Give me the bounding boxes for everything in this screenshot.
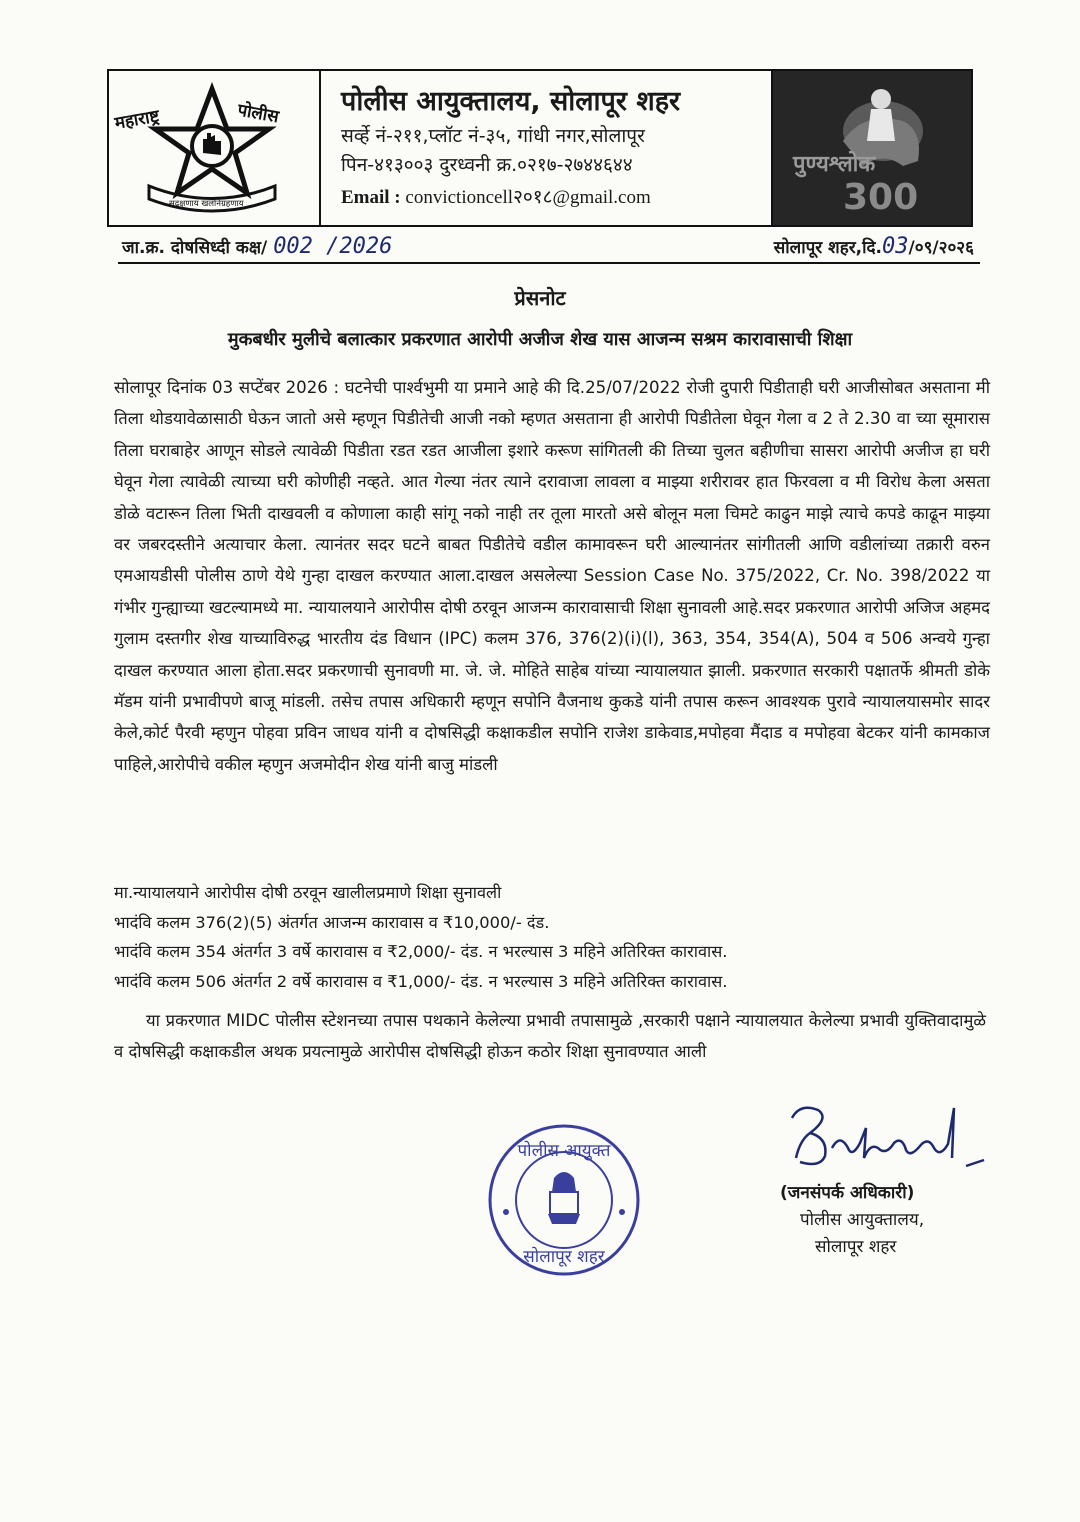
email-value: convictioncell२०१८@gmail.com xyxy=(405,187,651,208)
body-paragraph-text: सोलापूर दिनांक 03 सप्टेंबर 2026 : घटनेची पार्श्वभुमी या प्रमाने आहे की दि.25/07/2022 रोजी दुपारी पिडीताही घरी आजीसोबत असताना मी तिला थोडयावेळासाठी घेऊन जातो असे म्हणून पिडीतेची आजी नको म्हणत असताना ही आरोपी पिडीतेला घेवून गेला व 2 ते 2.30 वा च्या सूमारास तिला घराबाहेर आणून सोडले त्यावेळी पिडीता रडत रडत आजीला इशारे करूण सांगितली की तिच्या चुलत बहीणीचा सासरा आरोपी अजीज हा घरी घेवून गेला त्यावेळी त्याच्या घरी कोणीही नव्हते. आत गेल्या नंतर त्याने दरावाजा लावला व माझ्या शरीरावर हात फिरवला व मी विरोध केला असता डोळे वटारून तिला भिती दाखवली व कोणाला काही सांगू नको नाही तर तूला मारतो असे बोलून मला चिमटे काढुन माझे त्याचे कपडे काढून माझ्या वर जबरदस्तीने अत्याचार केला. त्यानंतर सदर घटने बाबत पिडीतेचे वडील कामावरून घरी आल्यानंतर सांगीतली आणि वडीलांच्या तक्रारी वरुन एमआयडीसी पोलीस ठाणे येथे गुन्हा दाखल करण्यात आला.दाखल असलेल्या Session Case No. 375/2022, Cr. No. 398/2022 या गंभीर गुन्ह्याच्या खटल्यामध्ये मा. न्यायालयाने आरोपीस दोषी ठरवून आजन्म कारावासाची शिक्षा सुनावली आहे.सदर प्रकरणात आरोपी अजिज अहमद गुलाम दस्तगीर शेख याच्याविरुद्ध भारतीय दंड विधान (IPC) कलम 376, 376(2)(i)(l), 363, 354, 354(A), 504 व 506 अन्वये गुन्हा दाखल करण्यात आला होता.सदर प्रकरणाची सुनावणी मा. जे. जे. मोहिते साहेब यांच्या न्यायालयात झाली. प्रकरणात सरकारी पक्षातर्फे श्रीमती डोके मॅडम यांनी प्रभावीपणे बाजू मांडली. तसेच तपास अधिकारी म्हणून सपोनि वैजनाथ कुकडे यांनी तपास करून आवश्यक पुरावे न्यायालयासमोर सादर केले,कोर्ट पैरवी म्हणुन पोहवा प्रविन जाधव यांनी व दोषसिद्धी कक्षाकडील सपोनि राजेश डाकेवाड,मपोहवा मैंदाड व मपोहवा बेटकर यांनी कामकाज पाहिले,आरोपीचे वकील म्हणुन अजमोदीन शेख यांनी बाजु मांडली xyxy=(114,378,990,774)
signatory-city: सोलापूर शहर xyxy=(815,1237,897,1257)
handwritten-signature-icon xyxy=(770,1088,1010,1188)
sentence-list xyxy=(114,878,994,996)
city-date-label: सोलापूर शहर,दि. xyxy=(773,238,883,258)
sentence-line: भादंवि कलम 376(2)(5) अंतर्गत आजन्म कारावास व ₹10,000/- दंड. xyxy=(114,912,550,932)
logo-motto: सद्रक्षणाय खलनिग्रहणाय xyxy=(169,199,244,209)
seal-emblem-icon xyxy=(484,1120,644,1280)
commemorative-photo xyxy=(773,71,971,225)
signatory-role: (जनसंपर्क अधिकारी) xyxy=(780,1183,915,1203)
email-label: Email : xyxy=(341,187,401,208)
sentence-line: भादंवि कलम 354 अंतर्गत 3 वर्षे कारावास व ₹2,000/- दंड. न भरल्यास 3 महिने अतिरिक्त कारावास. xyxy=(114,942,728,961)
handwritten-day: 03 xyxy=(882,234,909,259)
reference-handwritten-number: 002 /2026 xyxy=(273,234,393,259)
email-line xyxy=(341,183,771,209)
body-paragraph xyxy=(114,372,990,780)
office-info xyxy=(321,71,773,225)
closing-paragraph: या प्रकरणात MIDC पोलीस स्टेशनच्या तपास पथकाने केलेल्या प्रभावी तपासामुळे ,सरकारी पक्षाने न्यायालयात केलेल्या प्रभावी युक्तिवादामुळे व दोषसिद्धी कक्षाकडील अथक प्रयत्नामुळे आरोपीस दोषसिद्धी होऊन कठोर शिक्षा सुनावण्यात आली xyxy=(114,1011,986,1061)
date-suffix: /०९/२०२६ xyxy=(908,238,974,258)
office-title: पोलीस आयुक्तालय, सोलापूर शहर xyxy=(341,86,681,117)
sentence-line: भादंवि कलम 506 अंतर्गत 2 वर्षे कारावास व ₹1,000/- दंड. न भरल्यास 3 महिने अतिरिक्त कारावास. xyxy=(114,971,728,991)
photo-caption: पुण्यश्लोक xyxy=(793,152,876,177)
address-line-1: सर्व्हे नं-२११,प्लॉट नं-३५, गांधी नगर,सोलापूर xyxy=(341,125,645,147)
press-note-title: प्रेसनोट xyxy=(514,286,566,310)
photo-number: 300 xyxy=(843,177,919,218)
reference-date xyxy=(774,234,974,259)
letterhead xyxy=(107,69,973,227)
sentence-line-intro: मा.न्यायालयाने आरोपीस दोषी ठरवून खालीलप्रमाणे शिक्षा सुनावली xyxy=(114,883,502,902)
reference-number xyxy=(122,234,392,259)
reference-row xyxy=(118,232,980,264)
address-line-2: पिन-४१३००३ दुरध्वनी क्र.०२१७-२७४४६४४ xyxy=(341,154,633,176)
police-logo xyxy=(109,71,321,225)
seal-bottom-text: सोलापूर शहर xyxy=(523,1247,605,1267)
official-seal xyxy=(484,1120,644,1280)
signatory-office: पोलीस आयुक्तालय, xyxy=(800,1210,925,1230)
horse-rider-image xyxy=(773,71,971,225)
seal-top-text: पोलीस आयुक्त xyxy=(517,1141,611,1161)
logo-text-top-right: पोलीस xyxy=(235,100,281,128)
subject-line: मुकबधीर मुलीचे बलात्कार प्रकरणात आरोपी अजीज शेख यास आजन्म सश्रम कारावासाची शिक्षा xyxy=(227,329,853,350)
police-star-icon xyxy=(109,71,315,225)
reference-label: जा.क्र. दोषसिध्दी कक्ष/ xyxy=(122,238,268,258)
logo-text-top-left: महाराष्ट्र xyxy=(113,106,161,134)
